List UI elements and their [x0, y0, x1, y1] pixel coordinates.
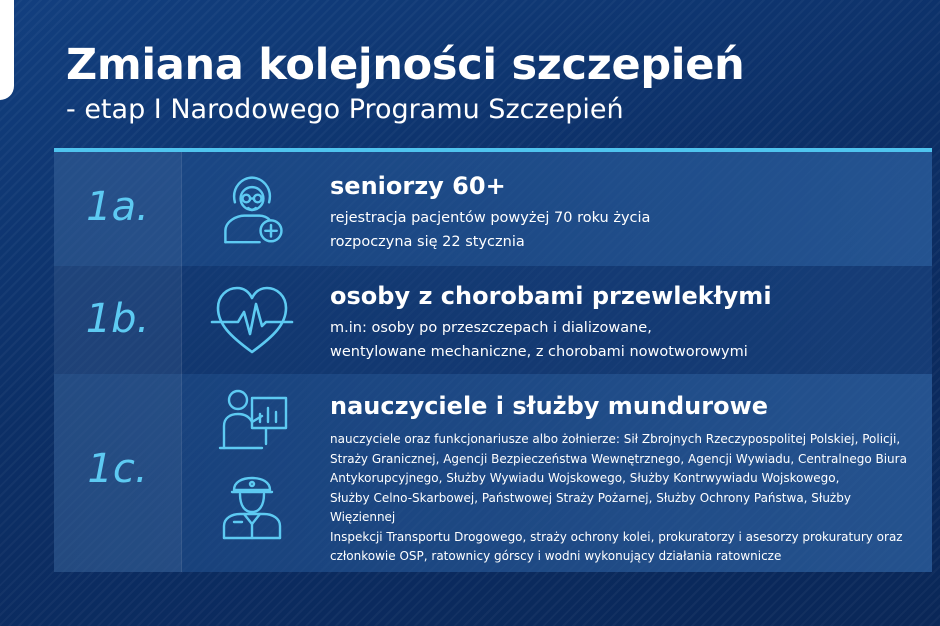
description-line: m.in: osoby po przeszczepach i dializowane,	[330, 320, 652, 336]
vaccination-groups-table	[54, 148, 932, 572]
corner-decoration	[0, 0, 14, 100]
group-row-1a	[54, 152, 932, 266]
description-line: Inspekcji Transportu Drogowego, straży ochrony kolei, prokuratorzy i asesorzy prokuratury oraz	[330, 529, 903, 544]
group-label-cell	[54, 266, 182, 374]
description-line: członkowie OSP, ratownicy górscy i wodni wykonujący działania ratownicze	[330, 549, 782, 563]
heart-pulse-icon	[210, 282, 294, 358]
description-line: rejestracja pacjentów powyżej 70 roku życia	[330, 210, 651, 226]
description-line: Służby Celno-Skarbowej, Państwowej Straży Pożarnej, Służby Ochrony Państwa, Służby Więziennej	[330, 490, 851, 524]
group-label-cell	[54, 374, 182, 572]
description-line: nauczyciele oraz funkcjonariusze albo żołnierze: Sił Zbrojnych Rzeczypospolitej Polskiej, Policji,	[330, 432, 901, 446]
teacher-board-icon	[218, 386, 290, 450]
description-line: rozpoczyna się 22 stycznia	[330, 234, 525, 250]
group-row-1b	[54, 266, 932, 374]
description-line: Straży Granicznej, Agencji Bezpieczeństwa Wewnętrznego, Agencji Wywiadu, Centralnego Biura	[330, 451, 907, 466]
uniformed-officer-icon	[220, 474, 284, 540]
description-line: Antykorupcyjnego, Służby Wywiadu Wojskowego, Służby Kontrwywiadu Wojskowego,	[330, 471, 840, 485]
group-label-cell	[54, 152, 182, 266]
group-label: 1b.	[85, 296, 150, 342]
group-description	[330, 430, 920, 567]
group-heading: nauczyciele i służby mundurowe	[330, 392, 769, 420]
description-line: wentylowane mechaniczne, z chorobami nowotworowymi	[330, 344, 748, 360]
group-label: 1c.	[87, 446, 148, 492]
group-label: 1a.	[86, 184, 149, 230]
group-row-1c	[54, 374, 932, 572]
group-heading: osoby z chorobami przewlekłymi	[330, 282, 772, 310]
senior-with-plus-icon	[214, 170, 290, 246]
page-title: Zmiana kolejności szczepień	[66, 40, 745, 90]
group-description	[330, 206, 650, 254]
page-subtitle: - etap I Narodowego Programu Szczepień	[66, 94, 624, 125]
group-description	[330, 316, 748, 364]
group-heading: seniorzy 60+	[330, 172, 506, 200]
